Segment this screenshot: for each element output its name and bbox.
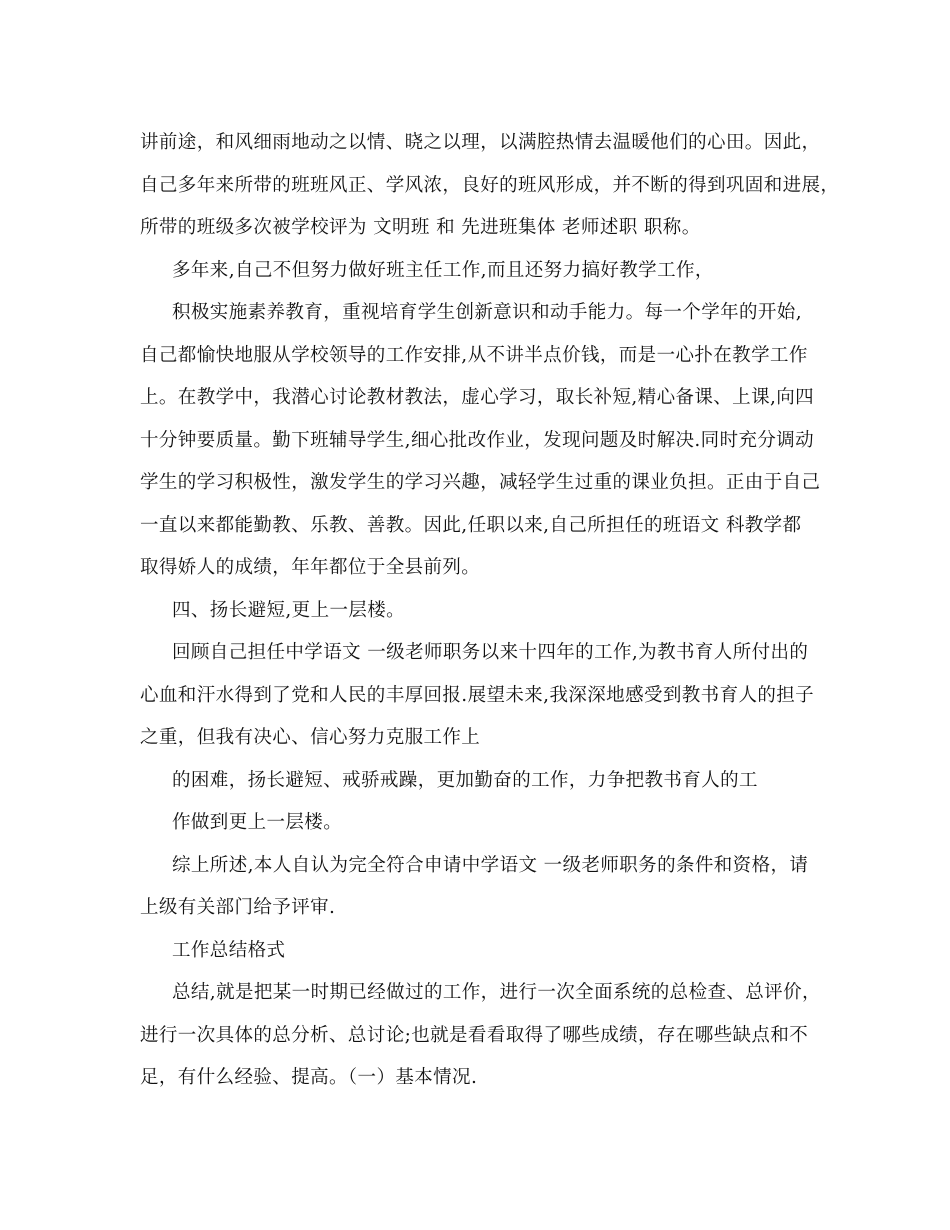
text-line: 学生的学习积极性，激发学生的学习兴趣，减轻学生过重的课业负担。正由于自己 [140, 472, 821, 493]
text-line: 回顾自己担任中学语文 一级老师职务以来十四年的工作,为教书育人所付出的 [172, 642, 809, 663]
section-heading: 四、扬长避短,更上一层楼。 [172, 600, 406, 621]
text-line: 自己都愉快地服从学校领导的工作安排,从不讲半点价钱，而是一心扑在教学工作 [140, 345, 808, 366]
text-line: 自己多年来所带的班班风正、学风浓，良好的班风形成，并不断的得到巩固和进展， [140, 175, 840, 196]
text-line: 一直以来都能勤教、乐教、善教。因此,任职以来,自己所担任的班语文 科教学都 [140, 515, 802, 536]
text-line: 总结,就是把某一时期已经做过的工作，进行一次全面系统的总检查、总评价， [172, 982, 821, 1003]
text-line: 所带的班级多次被学校评为 文明班 和 先进班集体 老师述职 职称。 [140, 217, 701, 238]
text-line: 十分钟要质量。勤下班辅导学生,细心批改作业，发现问题及时解决.同时充分调动 [140, 430, 815, 451]
text-line: 讲前途，和风细雨地动之以情、晓之以理，以满腔热情去温暖他们的心田。因此， [140, 132, 821, 153]
text-line: 多年来,自己不但努力做好班主任工作,而且还努力搞好教学工作， [172, 260, 714, 281]
text-line: 进行一次具体的总分析、总讨论;也就是看看取得了哪些成绩，存在哪些缺点和不 [140, 1025, 809, 1046]
text-line: 上级有关部门给予评审. [140, 897, 336, 918]
section-heading: 工作总结格式 [172, 940, 286, 961]
text-line: 作做到更上一层楼。 [172, 812, 343, 833]
text-line: 的困难，扬长避短、戒骄戒躁，更加勤奋的工作，力争把教书育人的工 [172, 770, 758, 791]
text-line: 心血和汗水得到了党和人民的丰厚回报.展望未来,我深深地感受到教书育人的担子 [140, 685, 815, 706]
text-line: 积极实施素养教育，重视培育学生创新意识和动手能力。每一个学年的开始, [172, 302, 802, 323]
text-line: 上。在教学中，我潜心讨论教材教法，虚心学习，取长补短,精心备课、上课,向四 [140, 387, 815, 408]
text-line: 综上所述,本人自认为完全符合申请中学语文 一级老师职务的条件和资格，请 [172, 855, 809, 876]
text-line: 之重，但我有决心、信心努力克服工作上 [140, 727, 481, 748]
text-line: 足，有什么经验、提高。（一）基本情况. [140, 1067, 478, 1088]
text-line: 取得娇人的成绩，年年都位于全县前列。 [140, 557, 481, 578]
